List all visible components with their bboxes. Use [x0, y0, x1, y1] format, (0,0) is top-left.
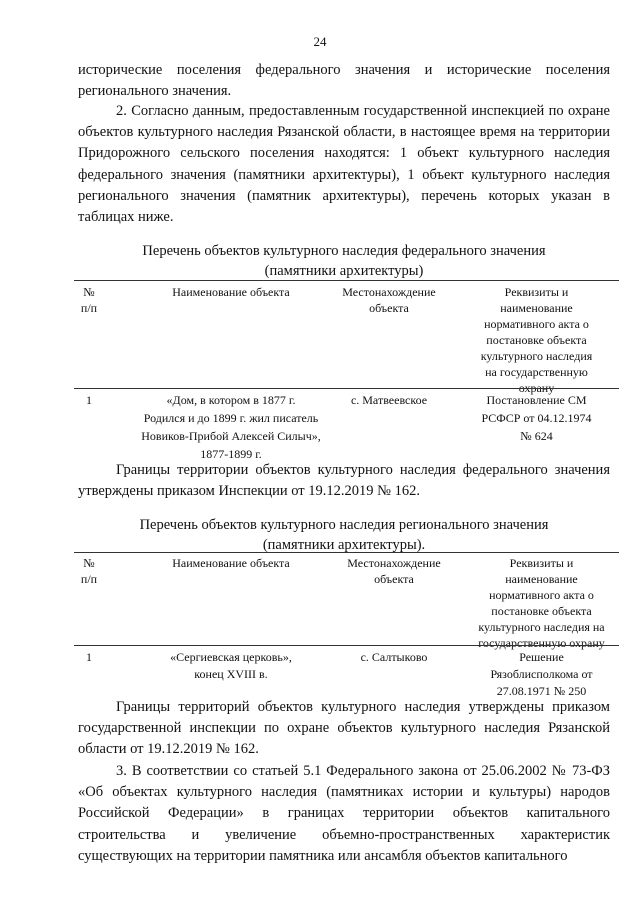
table1-cell-details: Постановление СМ РСФСР от 04.12.1974 № 624 — [481, 393, 592, 443]
table2-cell-name: «Сергиевская церковь», конец XVIII в. — [170, 650, 292, 681]
table2-cell-num: 1 — [86, 650, 92, 664]
table1-header-location: Местонахождение объекта — [342, 285, 436, 315]
table2-top-rule — [74, 552, 619, 553]
table2-title-line: Перечень объектов культурного наследия регионального значения — [139, 517, 549, 533]
table2-title-line: (памятники архитектуры). — [262, 536, 426, 553]
table2-cell-location: с. Салтыково — [360, 650, 428, 664]
table1-cell-num: 1 — [86, 393, 92, 407]
table1-top-rule — [74, 280, 619, 281]
table2-cell-details: Решение Рязоблисполкома от 27.08.1971 № 250 — [490, 650, 593, 698]
table1-header-details: Реквизиты и наименование нормативного акта о постановке объекта культурного наследия на государственную охрану — [480, 285, 593, 395]
paragraph-2-text: 2. Согласно данным, предоставленным государственной инспекцией по охране объектов культурного наследия Рязанской области, в настоящее время на территории Придорожного сельского поселения находятся: 1 объект культурного наследия федерального значения (памятники архитектуры), 1 объект культурного наследия регионального значения (памятник архитектуры), перечень которых указан в таблицах ниже. — [78, 103, 610, 226]
table1-title — [78, 242, 610, 281]
table2-title — [78, 516, 610, 555]
table1-header-name: Наименование объекта — [172, 285, 290, 299]
paragraph-3-text: Границы территории объектов культурного наследия федерального значения утверждены приказом Инспекции от 19.12.2019 № 162. — [78, 462, 610, 500]
paragraph-2 — [78, 101, 610, 228]
paragraph-4-text: Границы территорий объектов культурного наследия утверждены приказом государственной инспекции по охране объектов культурного наследия Рязанской области от 19.12.2019 № 162. — [78, 699, 610, 758]
paragraph-3 — [78, 460, 610, 502]
paragraph-4 — [78, 697, 610, 761]
table1-header-num: № п/п — [80, 285, 98, 315]
table2-header-details: Реквизиты и наименование нормативного акта о постановке объекта культурного наследия на государственную охрану — [478, 556, 605, 650]
table2-header-location: Местонахождение объекта — [347, 556, 441, 586]
table2-header-name: Наименование объекта — [172, 556, 290, 570]
paragraph-5 — [78, 761, 610, 867]
table1-title-line: Перечень объектов культурного наследия федерального значения — [142, 243, 546, 259]
table1-cell-name: «Дом, в котором в 1877 г. Родился и до 1899 г. жил писатель Новиков-Прибой Алексей Силыч», 1877-1899 г. — [141, 393, 321, 461]
table1-header-rule — [74, 388, 619, 389]
table1-title-line: (памятники архитектуры) — [264, 262, 424, 279]
paragraph-top-text: исторические поселения федерального значения и исторические поселения регионального значения. — [78, 62, 610, 100]
table1-cell-location: с. Матвеевское — [350, 393, 428, 407]
table2-header-rule — [74, 645, 619, 646]
paragraph-5-text: 3. В соответствии со статьей 5.1 Федерального закона от 25.06.2002 № 73-ФЗ «Об объектах культурного наследия (памятниках истории и культуры) народов Российской Федерации» в границах территории объектов капитального строительства и увеличение объемно-пространственных характеристик существующих на территории памятника или ансамбля объектов капитального — [78, 763, 610, 864]
paragraph-top — [78, 60, 610, 102]
table2-header-num: № п/п — [80, 556, 98, 586]
page-number: 24 — [313, 34, 327, 49]
